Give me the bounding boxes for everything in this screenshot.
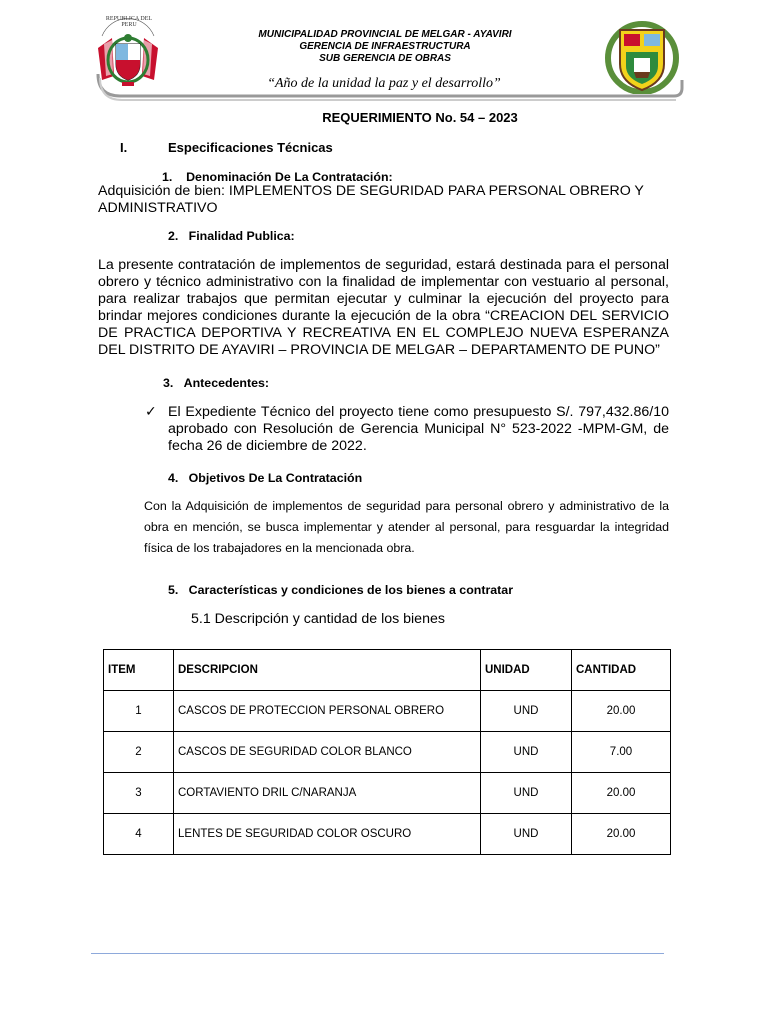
table-row — [104, 732, 671, 773]
item3-heading: 3. Antecedentes: — [163, 376, 270, 390]
item5-subheading: 5.1 Descripción y cantidad de los bienes — [191, 611, 445, 627]
cell-item: 4 — [104, 814, 174, 855]
cell-unidad: UND — [481, 773, 572, 814]
header-unidad: UNIDAD — [481, 650, 572, 691]
left-seal-caption: REPUBLICA DEL PERU — [105, 16, 153, 28]
cell-cantidad: 20.00 — [572, 691, 671, 732]
cell-item: 3 — [104, 773, 174, 814]
item2-heading: 2. Finalidad Publica: — [168, 229, 295, 243]
item1-text-line2: ADMINISTRATIVO — [98, 200, 218, 216]
header-descripcion: DESCRIPCION — [174, 650, 481, 691]
table-header-row — [104, 650, 671, 691]
cell-unidad: UND — [481, 732, 572, 773]
document-title: REQUERIMIENTO No. 54 – 2023 — [322, 110, 518, 125]
item2-text: La presente contratación de implementos de seguridad, estará destinada para el personal obrero y técnico administrativo con la finalidad de implementar con vestuario al personal, para realizar trabajos que permitan ejecutar y culminar la ejecución del proyecto para brindar mejores condiciones durante la ejecución de la obra “CREACION DEL SERVICIO DE PRACTICA DEPORTIVA Y RECREATIVA EN EL COMPLEJO NUEVA ESPERANZA DEL DISTRITO DE AYAVIRI – PROVINCIA DE MELGAR – DEPARTAMENTO DE PUNO” — [98, 257, 669, 358]
table-row — [104, 773, 671, 814]
cell-cantidad: 20.00 — [572, 814, 671, 855]
header-line-1: MUNICIPALIDAD PROVINCIAL DE MELGAR - AYAVIRI — [258, 29, 512, 40]
item5-heading: 5. Características y condiciones de los bienes a contratar — [168, 583, 514, 597]
cell-item: 1 — [104, 691, 174, 732]
cell-cantidad: 20.00 — [572, 773, 671, 814]
header-cantidad: CANTIDAD — [572, 650, 671, 691]
table-row — [104, 691, 671, 732]
cell-descripcion: LENTES DE SEGURIDAD COLOR OSCURO — [174, 814, 481, 855]
cell-unidad: UND — [481, 691, 572, 732]
cell-descripcion: CORTAVIENTO DRIL C/NARANJA — [174, 773, 481, 814]
cell-descripcion: CASCOS DE SEGURIDAD COLOR BLANCO — [174, 732, 481, 773]
goods-table — [103, 649, 671, 855]
header-line-3: SUB GERENCIA DE OBRAS — [319, 53, 451, 64]
check-icon: ✓ — [145, 403, 157, 419]
table-row — [104, 814, 671, 855]
header-line-2: GERENCIA DE INFRAESTRUCTURA — [299, 41, 471, 52]
cell-descripcion: CASCOS DE PROTECCION PERSONAL OBRERO — [174, 691, 481, 732]
cell-unidad: UND — [481, 814, 572, 855]
cell-item: 2 — [104, 732, 174, 773]
footer-rule — [91, 953, 664, 954]
item1-text-line1: Adquisición de bien: IMPLEMENTOS DE SEGURIDAD PARA PERSONAL OBRERO Y — [98, 183, 644, 199]
item4-text: Con la Adquisición de implementos de seguridad para personal obrero y administrativo de la obra en mención, se busca implementar y atender al personal, para resguardar la integridad física de los trabajadores en la mencionada obra. — [144, 499, 669, 555]
item1-heading: 1. Denominación De La Contratación: — [162, 170, 393, 184]
section-numeral: I. — [120, 140, 128, 155]
motto-text: “Año de la unidad la paz y el desarrollo” — [267, 76, 501, 91]
cell-cantidad: 7.00 — [572, 732, 671, 773]
header-item: ITEM — [104, 650, 174, 691]
item4-heading: 4. Objetivos De La Contratación — [168, 471, 363, 485]
section-heading: Especificaciones Técnicas — [168, 140, 333, 155]
item3-text: El Expediente Técnico del proyecto tiene como presupuesto S/. 797,432.86/10 aprobado con Resolución de Gerencia Municipal N° 523-2022 -MPM-GM, de fecha 26 de diciembre de 2022. — [168, 404, 669, 454]
